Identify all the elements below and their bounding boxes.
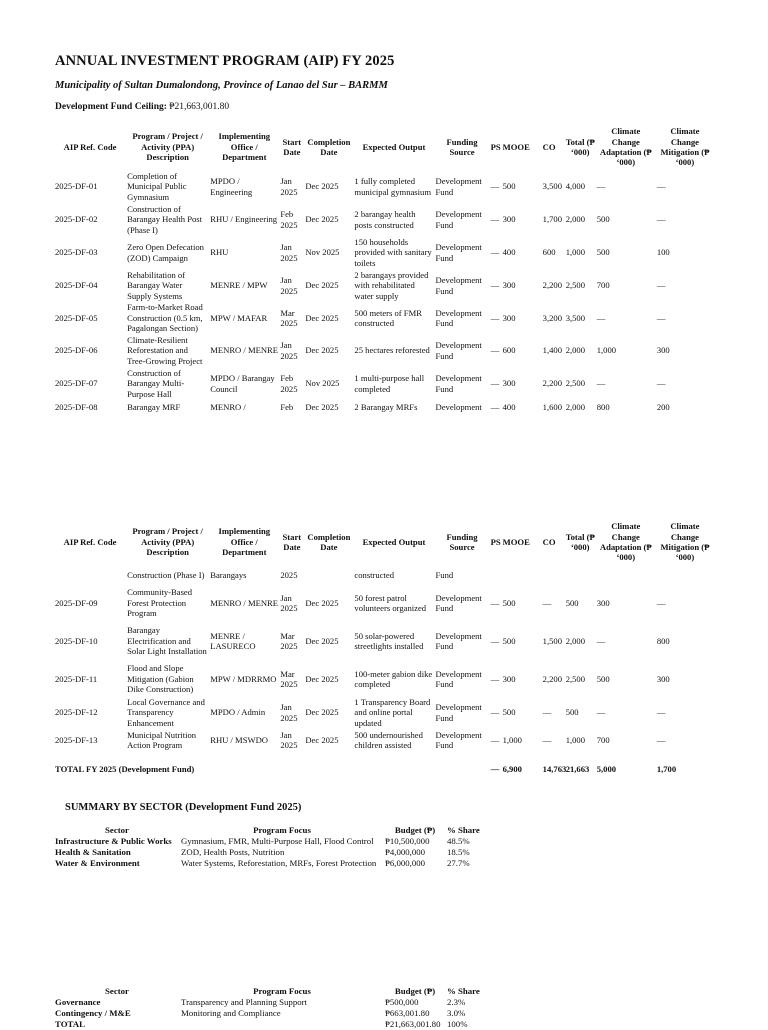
table-row: [54, 585, 714, 621]
cell-ps: —: [490, 312, 500, 323]
cell-cca: 800: [596, 401, 610, 412]
column-header-cca: Climate Change Adaptation (₱ ‘000): [599, 521, 652, 563]
sector-share: 27.7%: [447, 858, 470, 868]
cell-cca: [596, 565, 656, 585]
cell-end: Dec 2025: [305, 280, 339, 291]
cell-ref: 2025-DF-03: [55, 247, 98, 258]
cell-ppa: Rehabilitation of Barangay Water Supply Systems: [127, 269, 186, 301]
table-row: [54, 236, 714, 269]
cell-co: 2,200: [542, 280, 562, 291]
cell-mooe: 300: [502, 214, 516, 225]
cell-ref: 2025-DF-06: [55, 345, 98, 356]
cell-end: [304, 565, 353, 585]
cell-output: 1 multi-purpose hall completed: [354, 373, 425, 394]
sector-name: Governance: [55, 997, 101, 1007]
cell-total: 2,500: [565, 673, 586, 684]
cell-end: Dec 2025: [305, 597, 339, 608]
cell-mooe: 400: [502, 247, 516, 258]
sector-name: Contingency / M&E: [55, 1008, 131, 1018]
table-row: [54, 661, 714, 697]
cell-co: 1,700: [542, 214, 562, 225]
header-row: [54, 124, 714, 170]
total-co: 14,763: [542, 764, 567, 775]
cell-cca: 1,000: [596, 345, 617, 356]
sector-row: [54, 858, 494, 869]
cell-end: Dec 2025: [305, 345, 339, 356]
cell-co: 1,500: [542, 635, 562, 646]
cell-end: Dec 2025: [305, 401, 339, 412]
cell-cca: 500: [596, 247, 610, 258]
table-row: [54, 697, 714, 728]
cell-output: constructed: [354, 569, 395, 580]
cell-source: Development Fund: [435, 630, 482, 651]
cell-ppa: Construction of Barangay Health Post (Phase I): [127, 203, 203, 235]
cell-total: 2,000: [565, 401, 586, 412]
sector-share: 48.5%: [447, 836, 470, 846]
cell-end: Nov 2025: [305, 247, 340, 258]
cell-ref: 2025-DF-12: [55, 707, 98, 718]
cell-ccm: —: [656, 378, 666, 389]
cell-total: 500: [565, 707, 579, 718]
cell-ccm: 100: [656, 247, 670, 258]
sector-header-row: [54, 986, 494, 997]
cell-ccm: —: [656, 597, 666, 608]
cell-start: Jan 2025: [280, 275, 298, 296]
cell-source: Development Fund: [435, 307, 482, 328]
cell-office: MENRO / MENRE: [210, 597, 279, 608]
fund-ceiling: [55, 102, 229, 112]
cell-end: Dec 2025: [305, 673, 339, 684]
sector-focus: Water Systems, Reforestation, MRFs, Forest Protection: [181, 858, 377, 868]
cell-end: Nov 2025: [305, 378, 340, 389]
cell-output: 2 barangays provided with rehabilitated water supply: [354, 269, 429, 301]
column-header-total: Total (₱ ‘000): [565, 531, 595, 552]
sector-row: [54, 997, 494, 1008]
cell-office: MPDO / Engineering: [210, 176, 253, 197]
column-header-start: Start Date: [282, 136, 302, 157]
cell-ccm: 200: [656, 401, 670, 412]
cell-output: 25 hectares reforested: [354, 345, 430, 356]
cell-ccm: —: [656, 181, 666, 192]
cell-ps: —: [490, 345, 500, 356]
cell-ps: —: [490, 401, 500, 412]
sector-row: [54, 1019, 494, 1030]
cell-cca: —: [596, 378, 606, 389]
aip-table-page-1: [54, 124, 714, 414]
cell-mooe: 300: [502, 312, 516, 323]
total-ccm: 1,700: [656, 764, 677, 775]
column-header-ref: AIP Ref. Code: [63, 141, 117, 152]
total-label: TOTAL FY 2025 (Development Fund): [55, 764, 195, 775]
cell-ppa: Barangay MRF: [127, 401, 181, 412]
cell-output: 2 barangay health posts constructed: [354, 209, 416, 230]
cell-mooe: 500: [502, 181, 516, 192]
cell-co: [542, 565, 565, 585]
column-header-total: Total (₱ ‘000): [565, 136, 595, 157]
table-row: [54, 203, 714, 236]
cell-source: Fund: [435, 569, 454, 580]
cell-mooe: 500: [502, 635, 516, 646]
column-header-ccm: Climate Change Mitigation (₱ ‘000): [660, 126, 710, 168]
cell-ppa: Climate-Resilient Reforestation and Tree-Growing Project: [127, 334, 203, 366]
fund-ceiling-value: ₱21,663,001.80: [169, 102, 230, 112]
cell-ppa: Zero Open Defecation (ZOD) Campaign: [127, 242, 204, 263]
cell-mooe: 500: [502, 597, 516, 608]
cell-ref: 2025-DF-02: [55, 214, 98, 225]
cell-office: MENRO /: [210, 401, 246, 412]
sector-row: [54, 836, 494, 847]
table-row: [54, 728, 714, 752]
sector-name: Health & Sanitation: [55, 847, 131, 857]
cell-co: 3,500: [542, 181, 562, 192]
cell-total: 2,000: [565, 345, 586, 356]
cell-ref: 2025-DF-11: [55, 673, 98, 684]
cell-end: Dec 2025: [305, 214, 339, 225]
cell-start: Feb 2025: [280, 209, 298, 230]
cell-cca: —: [596, 312, 606, 323]
table-row: [54, 269, 714, 302]
cell-ps: —: [490, 735, 500, 746]
cell-ppa: Community-Based Forest Protection Program: [127, 587, 193, 619]
cell-total: 3,500: [565, 312, 586, 323]
cell-cca: 700: [596, 735, 610, 746]
sector-focus: [180, 1019, 384, 1030]
cell-office: Barangays: [210, 569, 247, 580]
sector-focus: Monitoring and Compliance: [181, 1008, 281, 1018]
column-header-office: Implementing Office / Department: [218, 526, 271, 558]
cell-end: Dec 2025: [305, 181, 339, 192]
sector-summary-table-page-2: [54, 986, 494, 1030]
total-total: 21,663: [565, 764, 590, 775]
sector-name: TOTAL: [55, 1019, 85, 1029]
cell-source: Development Fund: [435, 242, 482, 263]
cell-start: Feb: [280, 401, 294, 412]
cell-end: Dec 2025: [305, 707, 339, 718]
cell-ccm: 800: [656, 635, 670, 646]
column-header-co: CO: [542, 141, 556, 152]
cell-co: —: [542, 597, 552, 608]
column-header-ref: AIP Ref. Code: [63, 536, 117, 547]
cell-ppa: Municipal Nutrition Action Program: [127, 729, 197, 751]
cell-ref: 2025-DF-04: [55, 280, 98, 291]
cell-co: 600: [542, 247, 556, 258]
cell-ps: —: [490, 280, 500, 291]
cell-total: 4,000: [565, 181, 586, 192]
cell-source: Development Fund: [435, 209, 482, 230]
cell-ref: 2025-DF-08: [55, 401, 98, 412]
cell-co: —: [542, 735, 552, 746]
sector-header-share: % Share: [447, 825, 480, 835]
cell-start: 2025: [280, 569, 298, 580]
cell-source: Development Fund: [435, 702, 482, 723]
sector-row: [54, 1008, 494, 1019]
column-header-source: Funding Source: [446, 136, 478, 157]
fund-ceiling-label: Development Fund Ceiling:: [55, 102, 167, 112]
sector-header-budget: Budget (₱): [394, 986, 436, 996]
cell-start: Jan 2025: [280, 729, 298, 751]
sector-header-sector: Sector: [105, 825, 129, 835]
column-header-co: CO: [542, 536, 556, 547]
cell-output: 150 households provided with sanitary toilets: [354, 236, 432, 268]
table-row: [54, 302, 714, 334]
table-row: [54, 170, 714, 203]
column-header-ps: PS: [490, 141, 501, 152]
cell-start: Mar 2025: [280, 630, 298, 651]
cell-office: MENRO / MENRE: [210, 345, 279, 356]
cell-mooe: 1,000: [502, 735, 522, 746]
cell-total: 2,000: [565, 214, 586, 225]
cell-ppa: Flood and Slope Mitigation (Gabion Dike Construction): [127, 663, 194, 695]
sector-header-focus: Program Focus: [253, 986, 311, 996]
cell-office: RHU / MSWDO: [210, 735, 268, 746]
cell-ccm: —: [656, 214, 666, 225]
column-header-cca: Climate Change Adaptation (₱ ‘000): [599, 126, 652, 168]
cell-source: Development Fund: [435, 729, 482, 751]
cell-co: 2,200: [542, 673, 562, 684]
cell-mooe: [502, 565, 542, 585]
cell-total: 1,000: [565, 247, 586, 258]
cell-source: Development Fund: [435, 340, 482, 361]
cell-ccm: —: [656, 312, 666, 323]
cell-ppa: Construction of Barangay Multi-Purpose Hall: [127, 367, 185, 399]
cell-cca: —: [596, 635, 606, 646]
cell-total: 2,000: [565, 635, 586, 646]
cell-total: 2,500: [565, 378, 586, 389]
sector-header-sector: Sector: [105, 986, 129, 996]
sector-budget: ₱663,001.80: [385, 1008, 430, 1018]
cell-ps: —: [490, 181, 500, 192]
total-cca: 5,000: [596, 764, 617, 775]
sector-row: [54, 847, 494, 858]
cell-output: 50 solar-powered streetlights installed: [354, 630, 424, 651]
document-title: ANNUAL INVESTMENT PROGRAM (AIP) FY 2025: [55, 53, 395, 69]
sector-header-row: [54, 825, 494, 836]
cell-cca: 500: [596, 673, 610, 684]
summary-title: SUMMARY BY SECTOR (Development Fund 2025): [65, 802, 302, 813]
total-row: [54, 752, 714, 786]
column-header-ccm: Climate Change Mitigation (₱ ‘000): [660, 521, 710, 563]
sector-share: 3.0%: [447, 1008, 466, 1018]
table-row: [54, 367, 714, 400]
cell-ref: 2025-DF-10: [55, 635, 98, 646]
sector-budget: ₱10,500,000: [385, 836, 430, 846]
cell-end: Dec 2025: [305, 635, 339, 646]
cell-co: 1,600: [542, 401, 562, 412]
sector-name: Water & Environment: [55, 858, 140, 868]
column-header-source: Funding Source: [446, 531, 478, 552]
cell-source: Development: [435, 401, 482, 412]
cell-mooe: 600: [502, 345, 516, 356]
cell-office: MENRE / LASURECO: [210, 630, 256, 651]
cell-total: 2,500: [565, 280, 586, 291]
cell-source: Development Fund: [435, 592, 482, 613]
sector-focus: Gymnasium, FMR, Multi-Purpose Hall, Flood Control: [181, 836, 374, 846]
cell-office: MPDO / Barangay Council: [210, 373, 275, 394]
sector-summary-table-page-1: [54, 825, 494, 869]
cell-ps: —: [490, 378, 500, 389]
cell-start: Mar 2025: [280, 668, 298, 689]
cell-output: 500 meters of FMR constructed: [354, 307, 422, 328]
column-header-output: Expected Output: [362, 141, 426, 152]
cell-total: 500: [565, 597, 579, 608]
cell-output: 1 Transparency Board and online portal updated: [354, 697, 431, 728]
cell-total: 1,000: [565, 735, 586, 746]
cell-mooe: 300: [502, 378, 516, 389]
cell-start: Jan 2025: [280, 242, 298, 263]
cell-source: Development Fund: [435, 373, 482, 394]
cell-ccm: 300: [656, 345, 670, 356]
municipality-subtitle: Municipality of Sultan Dumalondong, Province of Lanao del Sur – BARMM: [55, 80, 388, 91]
cell-ccm: —: [656, 280, 666, 291]
cell-start: Jan 2025: [280, 702, 298, 723]
sector-budget: ₱500,000: [385, 997, 419, 1007]
sector-share: 2.3%: [447, 997, 466, 1007]
cell-ps: —: [490, 214, 500, 225]
cell-office: MENRE / MPW: [210, 280, 268, 291]
column-header-completion: Completion Date: [307, 136, 351, 157]
cell-co: —: [542, 707, 552, 718]
cell-office: MPDO / Admin: [210, 707, 266, 718]
cell-ref: 2025-DF-13: [55, 735, 98, 746]
total-mooe: 6,900: [502, 764, 522, 775]
column-header-mooe: MOOE: [502, 536, 530, 547]
sector-budget: ₱6,000,000: [385, 858, 426, 868]
sector-focus: Transparency and Planning Support: [181, 997, 307, 1007]
cell-source: Development Fund: [435, 668, 482, 689]
aip-table-page-2: [54, 519, 714, 786]
table-row: [54, 621, 714, 661]
cell-co: 2,200: [542, 378, 562, 389]
cell-ppa: Completion of Municipal Public Gymnasium: [127, 170, 187, 202]
cell-ppa: Construction (Phase I): [127, 569, 205, 580]
cell-output: 2 Barangay MRFs: [354, 401, 418, 412]
sector-budget: ₱4,000,000: [385, 847, 426, 857]
cell-output: 50 forest patrol volunteers organized: [354, 592, 427, 613]
cell-ps: —: [490, 673, 500, 684]
cell-ref: 2025-DF-05: [55, 312, 98, 323]
cell-office: RHU: [210, 247, 229, 258]
cell-start: Mar 2025: [280, 307, 298, 328]
column-header-start: Start Date: [282, 531, 302, 552]
column-header-completion: Completion Date: [307, 531, 351, 552]
cell-ref: 2025-DF-01: [55, 181, 98, 192]
column-header-output: Expected Output: [362, 536, 426, 547]
cell-co: 1,400: [542, 345, 562, 356]
table-row: [54, 334, 714, 367]
column-header-ppa: Program / Project / Activity (PPA) Description: [132, 131, 203, 163]
cell-ppa: Barangay Electrification and Solar Light Installation: [127, 625, 207, 657]
cell-start: Jan 2025: [280, 592, 298, 613]
cell-cca: 300: [596, 597, 610, 608]
cell-ref: 2025-DF-09: [55, 597, 98, 608]
cell-source: Development Fund: [435, 176, 482, 197]
cell-start: Jan 2025: [280, 340, 298, 361]
sector-share: 18.5%: [447, 847, 470, 857]
cell-ps: —: [490, 635, 500, 646]
cell-ccm: 300: [656, 673, 670, 684]
sector-share: 100%: [447, 1019, 468, 1029]
header-row: [54, 519, 714, 565]
sector-budget: ₱21,663,001.80: [385, 1019, 441, 1029]
cell-end: Dec 2025: [305, 735, 339, 746]
table-row: [54, 400, 714, 414]
sector-name: Infrastructure & Public Works: [55, 836, 172, 846]
cell-mooe: 300: [502, 673, 516, 684]
column-header-mooe: MOOE: [502, 141, 530, 152]
cell-ps: —: [490, 707, 500, 718]
cell-output: 1 fully completed municipal gymnasium: [354, 176, 432, 197]
cell-cca: 700: [596, 280, 610, 291]
table-row: [54, 565, 714, 585]
cell-office: MPW / MAFAR: [210, 312, 268, 323]
total-ps: —: [490, 764, 500, 775]
cell-ref: [54, 565, 126, 585]
cell-cca: —: [596, 707, 606, 718]
cell-ccm: —: [656, 735, 666, 746]
sector-focus: ZOD, Health Posts, Nutrition: [181, 847, 285, 857]
cell-office: MPW / MDRRMO: [210, 673, 277, 684]
cell-mooe: 500: [502, 707, 516, 718]
cell-ccm: —: [656, 707, 666, 718]
sector-header-share: % Share: [447, 986, 480, 996]
column-header-ps: PS: [490, 536, 501, 547]
cell-source: Development Fund: [435, 275, 482, 296]
cell-ccm: [656, 565, 714, 585]
column-header-ppa: Program / Project / Activity (PPA) Description: [132, 526, 203, 558]
cell-ps: —: [490, 247, 500, 258]
cell-ppa: Farm-to-Market Road Construction (0.5 km, Pagalongan Section): [127, 302, 203, 334]
cell-end: Dec 2025: [305, 312, 339, 323]
sector-header-budget: Budget (₱): [394, 825, 436, 835]
cell-start: Jan 2025: [280, 176, 298, 197]
cell-ref: 2025-DF-07: [55, 378, 98, 389]
cell-office: RHU / Engineering: [210, 214, 278, 225]
cell-mooe: 400: [502, 401, 516, 412]
cell-output: 500 undernourished children assisted: [354, 729, 423, 751]
cell-ps: [490, 565, 502, 585]
column-header-office: Implementing Office / Department: [218, 131, 271, 163]
sector-header-focus: Program Focus: [253, 825, 311, 835]
cell-ppa: Local Governance and Transparency Enhancement: [127, 697, 205, 728]
cell-cca: 500: [596, 214, 610, 225]
cell-cca: —: [596, 181, 606, 192]
cell-ps: —: [490, 597, 500, 608]
cell-total: [565, 565, 596, 585]
cell-co: 3,200: [542, 312, 562, 323]
cell-mooe: 300: [502, 280, 516, 291]
cell-output: 100-meter gabion dike completed: [354, 668, 433, 689]
cell-start: Feb 2025: [280, 373, 298, 394]
